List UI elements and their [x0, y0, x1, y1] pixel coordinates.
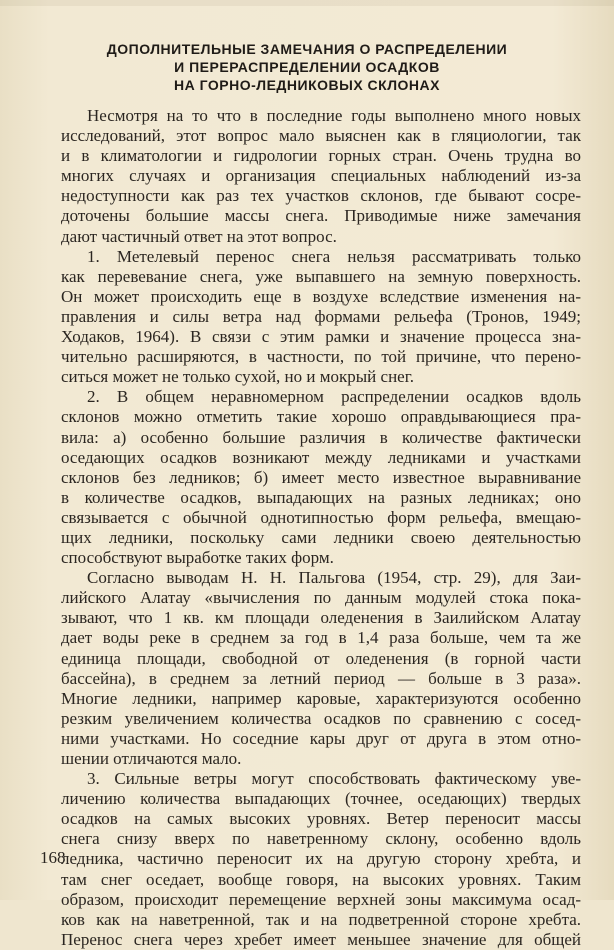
paragraph-intro [61, 106, 581, 247]
text-line: способствуют выработке таких форм. [61, 548, 334, 568]
text-line: недоступности как раз тех участков склонов, где бывают сосре- [61, 186, 581, 206]
text-line: щих ледники, поскольку сами ледники своею деятельностью [61, 527, 581, 547]
text-line: исследований, этот вопрос мало выяснен как в гляциологии, так [61, 126, 581, 146]
text-line: дают частичный ответ на этот вопрос. [61, 226, 337, 246]
text-line: многих случаях и организация специальных наблюдений из-за [61, 166, 581, 186]
text-line: дает воды реке в среднем за год в 1,4 раза больше, чем та же [61, 628, 581, 648]
paragraph-item-2 [61, 387, 581, 568]
text-line: правления и силы ветра над формами рельефа (Тронов, 1949; [61, 306, 581, 326]
title-line-2: И ПЕРЕРАСПРЕДЕЛЕНИИ ОСАДКОВ [174, 59, 440, 75]
title-line-1: ДОПОЛНИТЕЛЬНЫЕ ЗАМЕЧАНИЯ О РАСПРЕДЕЛЕНИИ [106, 41, 508, 57]
text-line: Перенос снега через хребет имеет меньшее значение для общей [61, 929, 581, 949]
text-line: Он может происходить еще в воздухе вследствие изменения на- [61, 286, 581, 306]
text-line: Согласно выводам Н. Н. Пальгова (1954, стр. 29), для Заи- [87, 568, 581, 588]
text-line: чительно расширяются, в частности, по той причине, что перено- [61, 347, 581, 367]
text-line: и в климатологии и гидрологии горных стран. Очень трудна во [61, 146, 581, 166]
text-line: личению количества выпадающих (точнее, оседающих) твердых [61, 789, 581, 809]
text-line: лийского Алатау «вычисления по данным модулей стока пока- [61, 588, 581, 608]
text-line: 1. Метелевый перенос снега нельзя рассматривать только [87, 246, 581, 266]
text-line: Ходаков, 1964). В связи с этим рамки и значение процесса зна- [61, 327, 581, 347]
text-line: ситься может не только сухой, но и мокрый снег. [61, 367, 415, 387]
text-line: снега снизу вверх по наветренному склону, особенно вдоль [61, 829, 581, 849]
text-line: Многие ледники, например каровые, характеризуются особенно [61, 688, 581, 708]
text-line: вила: а) особенно большие различия в количестве фактически [61, 427, 581, 447]
page-shadow [0, 0, 614, 6]
text-line: в количестве осадков, выпадающих на разных ледниках; оно [61, 487, 581, 507]
paragraph-item-3 [61, 769, 581, 950]
paragraph-item-1 [61, 247, 581, 388]
text-line: ними участками. Но соседние кары друг от друга в этом отно- [61, 728, 581, 748]
text-line: бассейна), в среднем за летний период — больше в 3 раза». [61, 668, 581, 688]
section-title [0, 40, 614, 94]
text-line: резким увеличением количества осадков по сравнению с сосед- [61, 708, 581, 728]
text-line: 2. В общем неравномерном распределении осадков вдоль [87, 387, 581, 407]
text-line: склонов без ледников; б) имеет место известное выравнивание [61, 467, 581, 487]
title-line-3: НА ГОРНО-ЛЕДНИКОВЫХ СКЛОНАХ [174, 77, 440, 93]
text-line: единица площади, свободной от оледенения (в горной части [61, 648, 581, 668]
text-line: 3. Сильные ветры могут способствовать фактическому уве- [87, 769, 581, 789]
text-line: Несмотря на то что в последние годы выполнено много новых [87, 106, 581, 125]
text-line: ледника, частично переносит их на другую сторону хребта, и [61, 849, 581, 869]
text-line: склонов можно отметить такие хорошо оправдывающиеся пра- [61, 407, 581, 427]
text-line: ков как на наветренной, так и на подветренной стороне хребта. [61, 909, 581, 929]
text-line: зывают, что 1 кв. км площади оледенения в Заилийском Алатау [61, 608, 581, 628]
text-line: образом, происходит перемещение верхней зоны максимума осад- [61, 889, 581, 909]
text-line: оседающих осадков возникают между ледниками и участками [61, 447, 581, 467]
body-text [61, 106, 581, 950]
text-line: осадков на самых высоких уровнях. Ветер переносит массы [61, 809, 581, 829]
text-line: доточены большие массы снега. Приводимые ниже замечания [61, 206, 581, 226]
text-line: там снег оседает, вообще говоря, на высоких уровнях. Таким [61, 869, 581, 889]
text-line: как перевевание снега, уже выпавшего на земную поверхность. [61, 266, 581, 286]
text-line: связывается с обычной однотипностью форм рельефа, вмещаю- [61, 507, 581, 527]
text-line: шении отличаются мало. [61, 749, 242, 768]
page-number: 168 [40, 848, 66, 867]
paragraph-palgov-quote [61, 568, 581, 769]
